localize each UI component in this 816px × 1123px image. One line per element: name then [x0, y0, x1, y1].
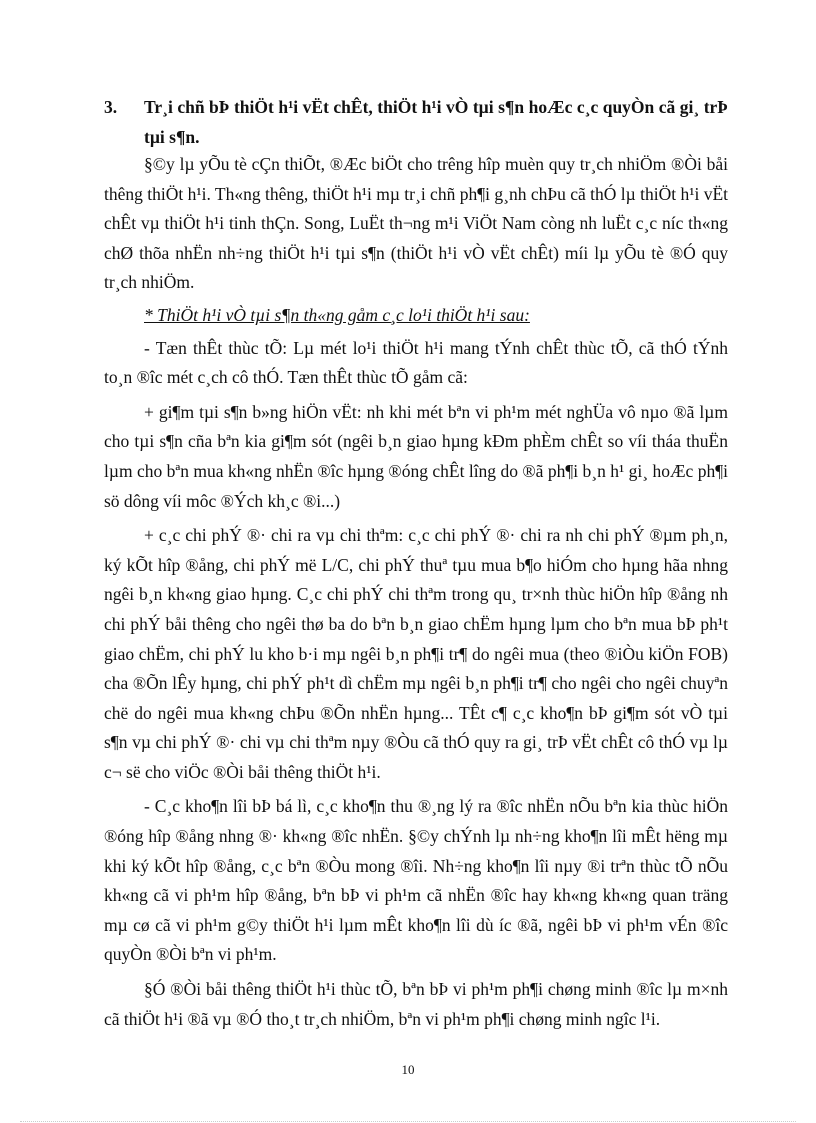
- page-number: 10: [401, 1062, 415, 1077]
- paragraph: - Tæn thÊt thùc tÕ: Lµ mét lo¹i thiÖt h¹i mang tÝnh chÊt thùc tÕ, cã thÓ tÝnh to¸n ®îc mét c¸ch cô thÓ. Tæn thÊt thùc tÕ gåm cã:: [104, 337, 728, 388]
- paragraph: §©y lµ yÕu tè cÇn thiÕt, ®Æc biÖt cho trêng hîp muèn quy tr¸ch nhiÖm ®Òi båi thêng thiÖt h¹i. Th«ng thêng, thiÖt h¹i mµ tr¸i chñ ph¶i g¸nh chÞu cã thÓ lµ thiÖt h¹i vËt chÊt vµ thiÖt h¹i tinh thÇn. Song, LuËt th¬ng m¹i ViÖt Nam còng nh luËt c¸c níc th«ng chØ thõa nhËn nh÷ng thiÖt h¹i tµi s¶n (thiÖt h¹i vÒ vËt chÊt) míi lµ yÕu tè ®Ó quy tr¸ch nhiÖm.: [104, 154, 728, 293]
- paragraph: + gi¶m tµi s¶n b»ng hiÖn vËt: nh khi mét bªn vi ph¹m mét nghÜa vô nµo ®ã lµm cho tµi s¶n cña bªn kia gi¶m sót (ngêi b¸n giao hµng kÐm phÈm chÊt so víi tháa thuËn lµm cho bªn mua kh«ng nhËn ®îc hµng ®óng chÊt lîng do ®ã ph¶i b¸n h¹ gi¸ hoÆc ph¶i sö dông víi môc ®Ých kh¸c ®i...): [104, 401, 728, 511]
- document-body: [104, 150, 728, 1037]
- subheading: * ThiÖt h¹i vÒ tµi s¶n th«ng gåm c¸c lo¹i thiÖt h¹i sau:: [144, 304, 530, 325]
- section-number: 3.: [104, 97, 118, 117]
- paragraph: + c¸c chi phÝ ®· chi ra vµ chi thªm: c¸c chi phÝ ®· chi ra nh chi phÝ ®µm ph¸n, ký kÕt hîp ®ång, chi phÝ më L/C, chi phÝ thuª tµu mua b¶o hiÓm cho hµng hãa nhng ngêi b¸n kh«ng giao hµng. C¸c chi phÝ chi thªm trong qu¸ tr×nh thùc hiÖn hîp ®ång nh chi phÝ båi thêng cho ngêi thø ba do bªn b¸n giao chËm hµng lµm cho bªn mua bÞ ph¹t giao chËm, chi phÝ lu kho b·i mµ ngêi b¸n ph¶i tr¶ do ngêi mua (theo ®iÒu kiÖn FOB) cha ®Õn lÊy hµng, chi phÝ ph¹t dì chËm mµ ngêi b¸n ph¶i tr¶ cho ngêi cho ngêi chuyªn chë do ngêi mua kh«ng chÞu ®Õn nhËn hµng... TÊt c¶ c¸c kho¶n bÞ gi¶m sót vÒ tµi s¶n vµ chi phÝ ®· chi vµ chi thªm nµy ®Òu cã thÓ quy ra gi¸ trÞ vËt chÊt cô thÓ vµ lµ c¬ së cho viÖc ®Òi båi thêng thiÖt h¹i.: [104, 525, 728, 782]
- paragraph: - C¸c kho¶n lîi bÞ bá lì, c¸c kho¶n thu ®¸ng lý ra ®îc nhËn nÕu bªn kia thùc hiÖn ®óng hîp ®ång nhng ®· kh«ng ®îc nhËn. §©y chÝnh lµ nh÷ng kho¶n lîi mÊt hëng mµ khi ký kÕt hîp ®ång, c¸c bªn ®Òu mong ®îi. Nh÷ng kho¶n lîi nµy ®i trªn thùc tÕ nÕu kh«ng cã vi ph¹m hîp ®ång, bªn bÞ vi ph¹m cã nhËn ®îc hay kh«ng kh«ng quan träng mµ cø cã vi ph¹m g©y thiÖt h¹i lµm mÊt kho¶n lîi dù íc ®ã, ngêi bÞ vi ph¹m vÉn ®îc quyÒn ®Òi bªn vi ph¹m.: [104, 796, 728, 965]
- paragraph: §Ó ®Òi båi thêng thiÖt h¹i thùc tÕ, bªn bÞ vi ph¹m ph¶i chøng minh ®îc lµ m×nh cã thiÖt h¹i ®ã vµ ®Ó tho¸t tr¸ch nhiÖm, bªn vi ph¹m ph¶i chøng minh ngîc l¹i.: [104, 979, 728, 1029]
- section-title: Tr¸i chñ bÞ thiÖt h¹i vËt chÊt, thiÖt h¹i vÒ tµi s¶n hoÆc c¸c quyÒn cã gi¸ trÞ tµi s¶n.: [144, 97, 728, 147]
- section-heading: [104, 92, 728, 152]
- page-bottom-divider: [20, 1121, 796, 1122]
